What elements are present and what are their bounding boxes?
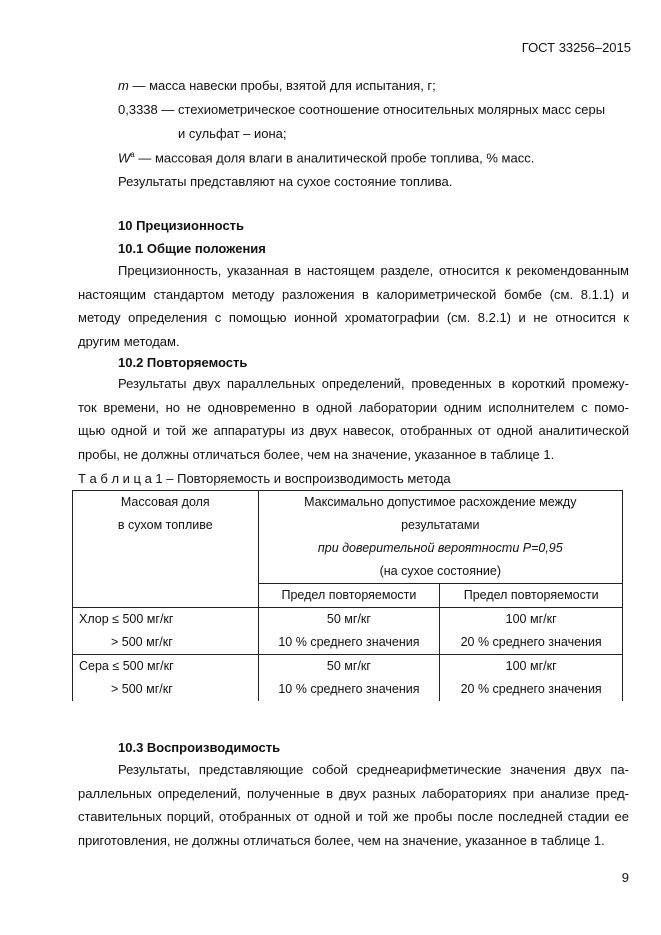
symbol-m: m bbox=[118, 78, 129, 93]
row-sulfur-r: 50 мг/кг 10 % среднего значения bbox=[258, 655, 440, 702]
row-sulfur-R: 100 мг/кг 20 % среднего значения bbox=[440, 655, 623, 702]
section-title: 10 Прецизионность bbox=[118, 218, 245, 233]
paragraph-10-2: Результаты двух параллельных определений, проведенных в короткий промежу- ток времени, но не одновременно в одной лаборатории одним исполнителем с помо- щью одной и той же аппаратуры из двух навесок, отобранных от одной аналитической пробы, не должны отличаться более, чем на значение, указанное в таблице 1. bbox=[78, 376, 629, 462]
table-header-row bbox=[73, 491, 623, 584]
paragraph-10-1: Прецизионность, указанная в настоящем разделе, относится к рекомендованным настоящим стандартом методу разложения в калориметрической бомбе (см. 8.1.1) и методу определения с помощью ионной хроматографии (см. 8.2.1) и не относится к другим методам. bbox=[78, 263, 629, 349]
document-header: ГОСТ 33256–2015 bbox=[521, 40, 631, 55]
header-max-divergence: Максимально допустимое расхождение между результатами при доверительной вероятности P=0,95 (на сухое состояние) bbox=[258, 491, 622, 584]
row-sulfur-label: Сера ≤ 500 мг/кг > 500 мг/кг bbox=[73, 655, 259, 702]
row-chlorine-R: 100 мг/кг 20 % среднего значения bbox=[440, 608, 623, 655]
table-row bbox=[73, 655, 623, 702]
table-row bbox=[73, 608, 623, 655]
page-number: 9 bbox=[621, 870, 629, 885]
row-chlorine-label: Хлор ≤ 500 мг/кг > 500 мг/кг bbox=[73, 608, 259, 655]
subsection-title-10-3: 10.3 Воспроизводимость bbox=[118, 740, 281, 755]
header-repeatability-1: Предел повторяемости bbox=[258, 584, 440, 608]
subsection-title-10-2: 10.2 Повторяемость bbox=[118, 355, 248, 370]
definition-ratio-cont: и сульфат – иона; bbox=[178, 126, 287, 141]
header-repeatability-2: Предел повторяемости bbox=[440, 584, 623, 608]
definition-ratio: 0,3338 — стехиометрическое соотношение относительных молярных масс серы bbox=[118, 102, 606, 117]
definition-m: m — масса навески пробы, взятой для испытания, г; bbox=[118, 78, 436, 93]
dry-state-note: Результаты представляют на сухое состояние топлива. bbox=[118, 174, 453, 189]
definition-moisture: $W^a$ — массовая доля влаги в аналитической пробе топлива, % масс. bbox=[118, 150, 535, 166]
subsection-title-10-1: 10.1 Общие положения bbox=[118, 241, 266, 256]
paragraph-10-3: Результаты, представляющие собой среднеарифметические значения двух па- раллельных определений, полученные в двух разных лабораториях при анализе пред- ставительных порций, отобранных от одной и той же пробы после последней стадии ее приготовления, не должны отличаться более, чем на значение, указанное в таблице 1. bbox=[78, 762, 629, 848]
row-chlorine-r: 50 мг/кг 10 % среднего значения bbox=[258, 608, 440, 655]
table-caption: Т а б л и ц а 1 – Повторяемость и воспроизводимость метода bbox=[78, 471, 451, 486]
header-mass-fraction: Массовая доля в сухом топливе bbox=[73, 491, 259, 608]
precision-table bbox=[72, 490, 623, 701]
